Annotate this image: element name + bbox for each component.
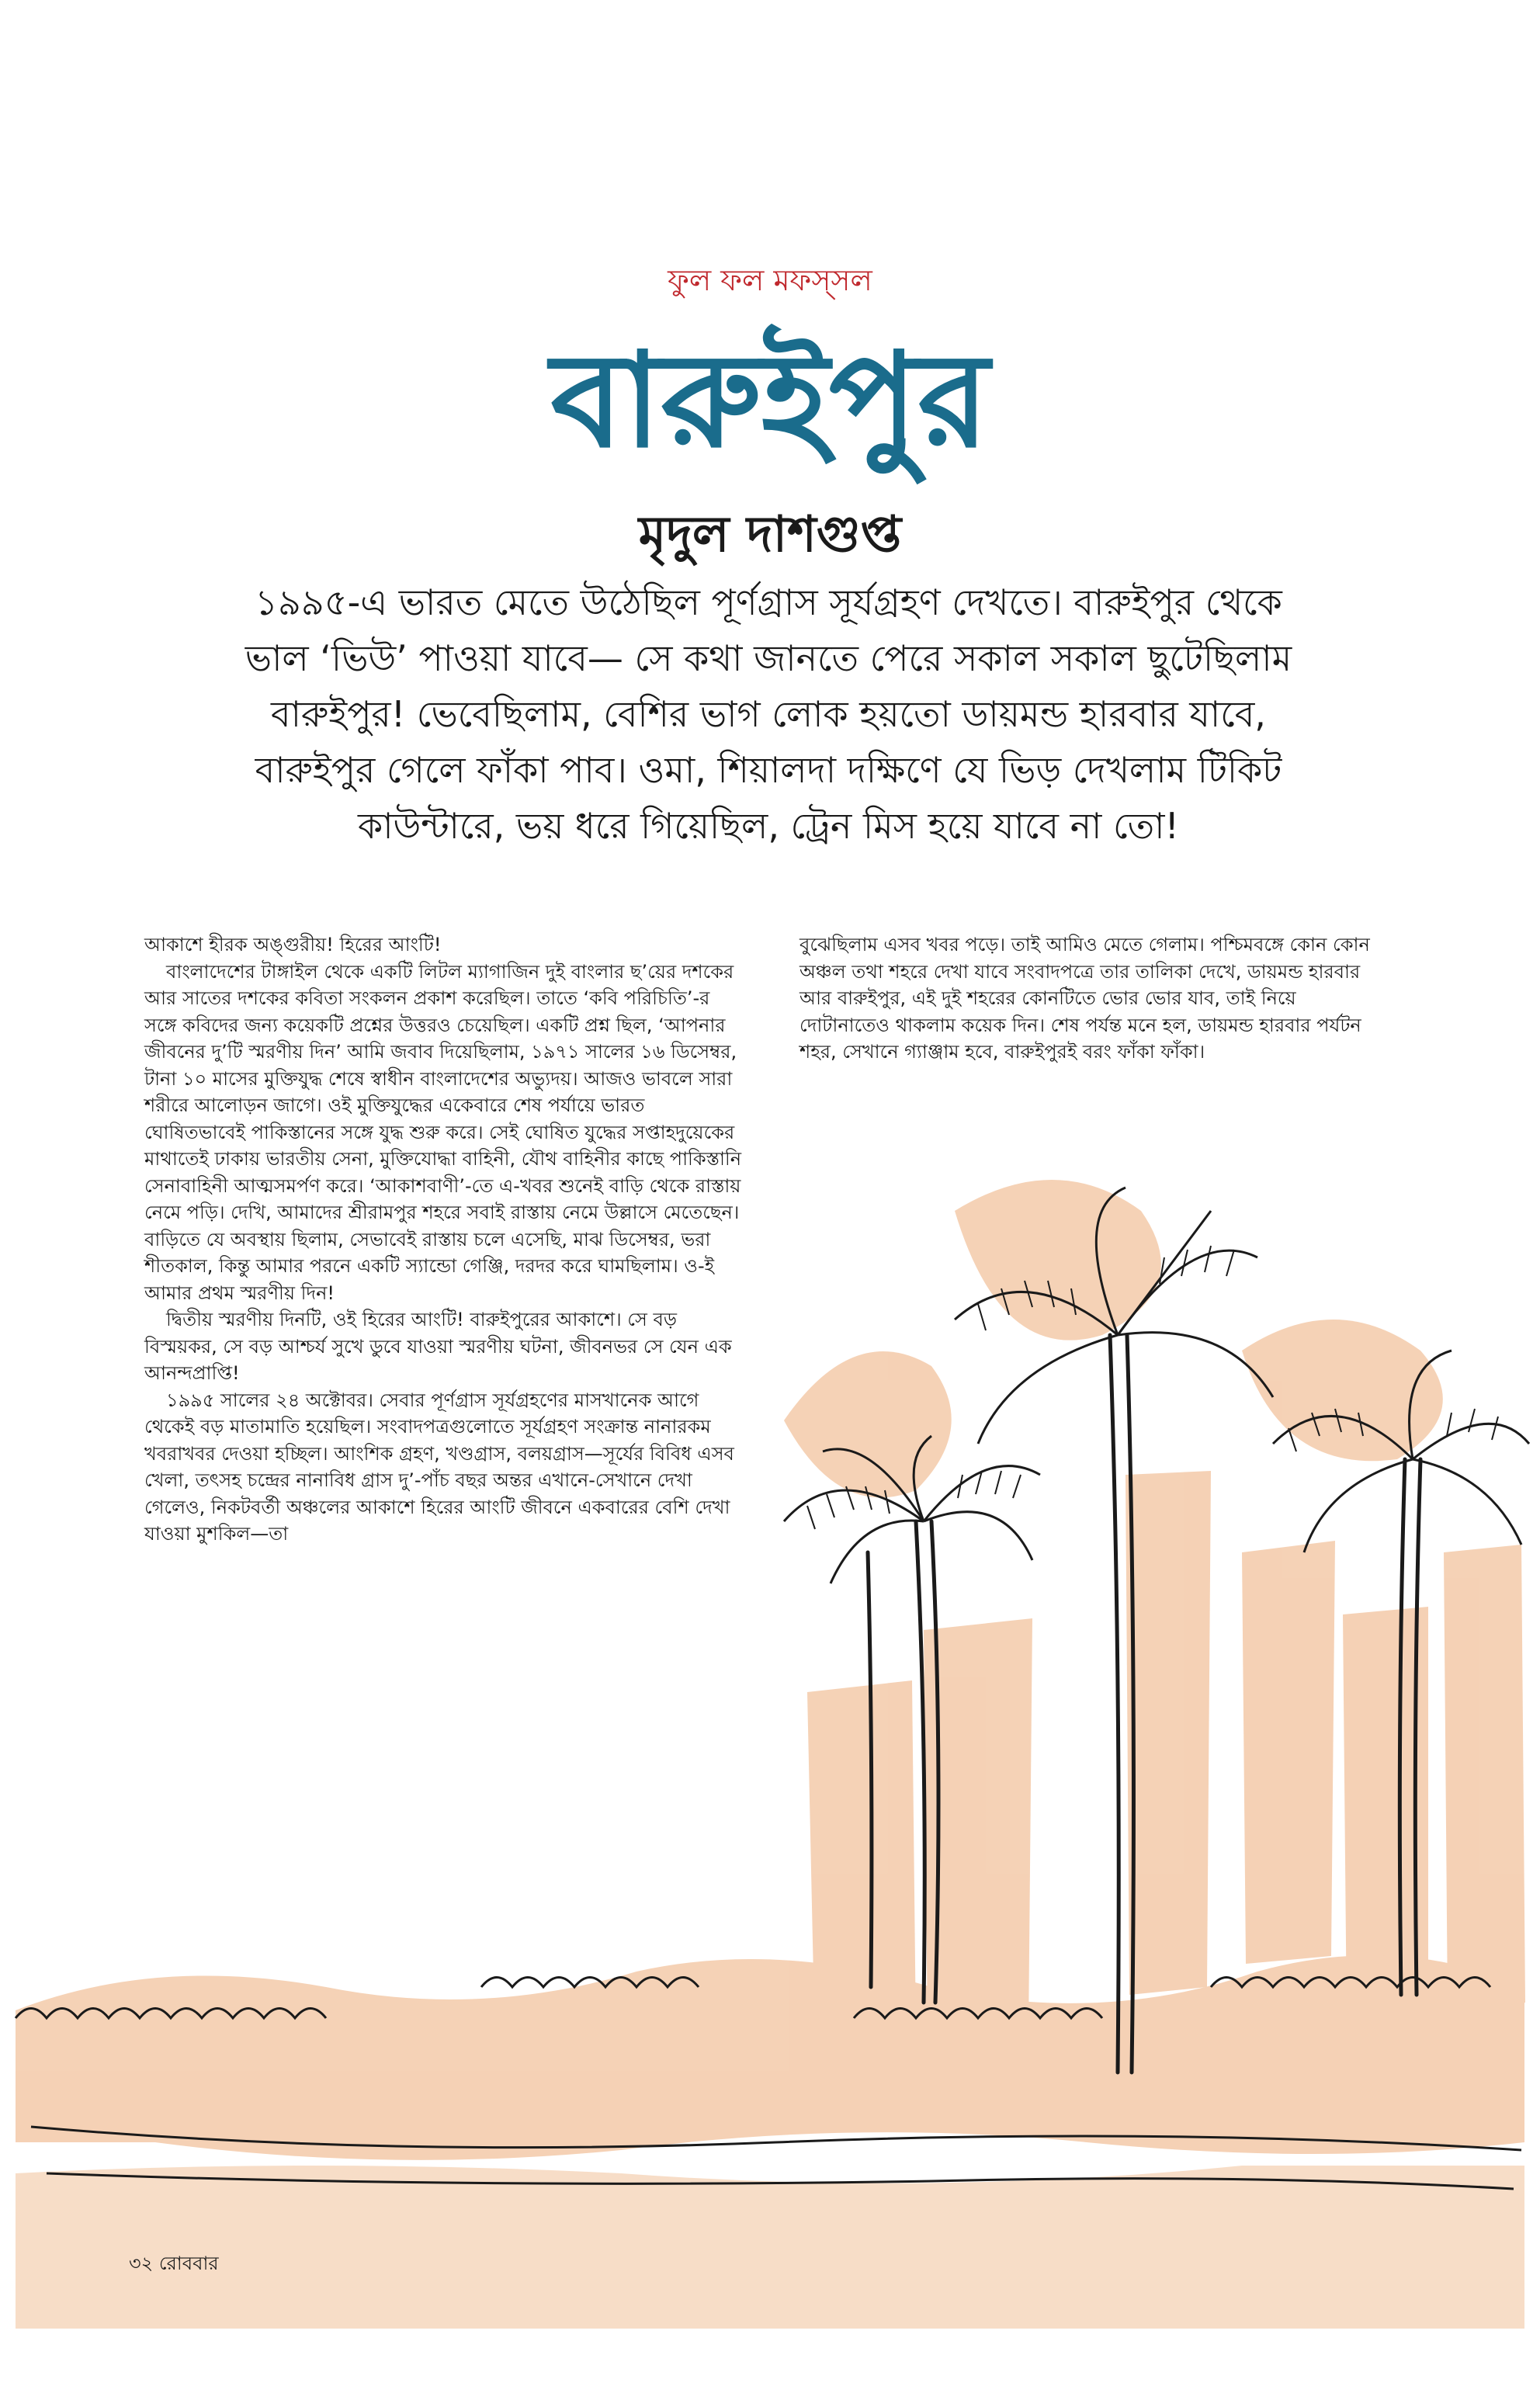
body-paragraph: ১৯৯৫ সালের ২৪ অক্টোবর। সেবার পূর্ণগ্রাস সূর্যগ্রহণের মাসখানেক আগে থেকেই বড় মাতামাতি হয়েছিল। সংবাদপত্রগুলোতে সূর্যগ্রহণ সংক্রান্ত নানারকম খবরাখবর দেওয়া হচ্ছিল। আংশিক গ্রহণ, খণ্ডগ্রাস, বলয়গ্রাস—সূর্যের বিবিধ এসব খেলা, তৎসহ চন্দ্রের নানাবিধ গ্রাস দু’-পাঁচ বছর অন্তর এখানে-সেখানে দেখা গেলেও, নিকটবর্তী অঞ্চলের আকাশে হিরের আংটি জীবনে একবারের বেশি দেখা যাওয়া মুশকিল—তা <box>144 1389 734 1545</box>
standfirst-line: ১৯৯৫-এ ভারত মেতে উঠেছিল পূর্ণগ্রাস সূর্যগ্রহণ দেখতে। বারুইপুর থেকে <box>255 581 1282 623</box>
body-paragraph: দ্বিতীয় স্মরণীয় দিনটি, ওই হিরের আংটি! বারুইপুরের আকাশে। সে বড় বিস্ময়কর, সে বড় আশ্চর্য সুখে ডুবে যাওয়া স্মরণীয় ঘটনা, জীবনভর সে যেন এক আনন্দপ্রাপ্তি! <box>144 1309 732 1384</box>
body-paragraph: বুঝেছিলাম এসব খবর পড়ে। তাই আমিও মেতে গেলাম। পশ্চিমবঙ্গে কোন কোন অঞ্চল তথা শহরে দেখা যাবে সংবাদপত্রে তার তালিকা দেখে, ডায়মন্ড হারবার আর বারুইপুর, এই দুই শহরের কোনটিতে ভোর ভোর যাব, তাই নিয়ে দোটানাতেও থাকলাম কয়েক দিন। শেষ পর্যন্ত মনে হল, ডায়মন্ড হারবার পর্যটন শহর, সেখানে গ্যাঞ্জাম হবে, বারুইপুরই বরং ফাঁকা ফাঁকা। <box>799 934 1370 1063</box>
standfirst-line: কাউন্টারে, ভয় ধরে গিয়েছিল, ট্রেন মিস হয়ে যাবে না তো! <box>358 805 1179 847</box>
standfirst-line: বারুইপুর! ভেবেছিলাম, বেশির ভাগ লোক হয়তো ডায়মন্ড হারবার যাবে, <box>271 693 1266 735</box>
body-paragraph: বাংলাদেশের টাঙ্গাইল থেকে একটি লিটল ম্যাগাজিন দুই বাংলার ছ’য়ের দশকের আর সাতের দশকের কবিতা সংকলন প্রকাশ করেছিল। তাতে ‘কবি পরিচিতি’-র সঙ্গে কবিদের জন্য কয়েকটি প্রশ্নের উত্তরও চেয়েছিল। একটি প্রশ্ন ছিল, ‘আপনার জীবনের দু’টি স্মরণীয় দিন’ আমি জবাব দিয়েছিলাম, ১৯৭১ সালের ১৬ ডিসেম্বর, টানা ১০ মাসের মুক্তিযুদ্ধ শেষে স্বাধীন বাংলাদেশের অভ্যুদয়। আজও ভাবলে সারা শরীরে আলোড়ন জাগে। ওই মুক্তিযুদ্ধের একেবারে শেষ পর্যায়ে ভারত ঘোষিতভাবেই পাকিস্তানের সঙ্গে যুদ্ধ শুরু করে। সেই ঘোষিত যুদ্ধের সপ্তাহদুয়েকের মাথাতেই ঢাকায় ভারতীয় সেনা, মুক্তিযোদ্ধা বাহিনী, যৌথ বাহিনীর কাছে পাকিস্তানি সেনাবাহিনী আত্মসমর্পণ করে। ‘আকাশবাণী’-তে এ-খবর শুনেই বাড়ি থেকে রাস্তায় নেমে পড়ি। দেখি, আমাদের শ্রীরামপুর শহরে সবাই রাস্তায় নেমে উল্লাসে মেতেছেন। বাড়িতে যে অবস্থায় ছিলাম, সেভাবেই রাস্তায় চলে এসেছি, মাঝ ডিসেম্বর, ভরা শীতকাল, কিন্তু আমার পরনে একটি স্যান্ডো গেঞ্জি, দরদর করে ঘামছিলাম। ও-ই আমার প্রথম স্মরণীয় দিন! <box>144 960 742 1304</box>
body-column-left <box>144 931 742 1548</box>
standfirst <box>132 574 1405 854</box>
standfirst-line: ভাল ‘ভিউ’ পাওয়া যাবে— সে কথা জানতে পেরে সকাল সকাল ছুটেছিলাম <box>245 637 1292 679</box>
section-kicker: ফুল ফল মফস্‌সল <box>668 263 872 297</box>
body-paragraph: আকাশে হীরক অঙ্গুরীয়! হিরের আংটি! <box>144 934 442 955</box>
page-folio: ৩২ রোববার <box>129 2253 219 2274</box>
author-byline: মৃদুল দাশগুপ্ত <box>638 506 902 564</box>
body-column-right <box>799 931 1389 1066</box>
standfirst-line: বারুইপুর গেলে ফাঁকা পাব। ওমা, শিয়ালদা দক্ষিণে যে ভিড় দেখলাম টিকিট <box>255 749 1282 791</box>
article-title: বারুইপুর <box>550 323 990 477</box>
